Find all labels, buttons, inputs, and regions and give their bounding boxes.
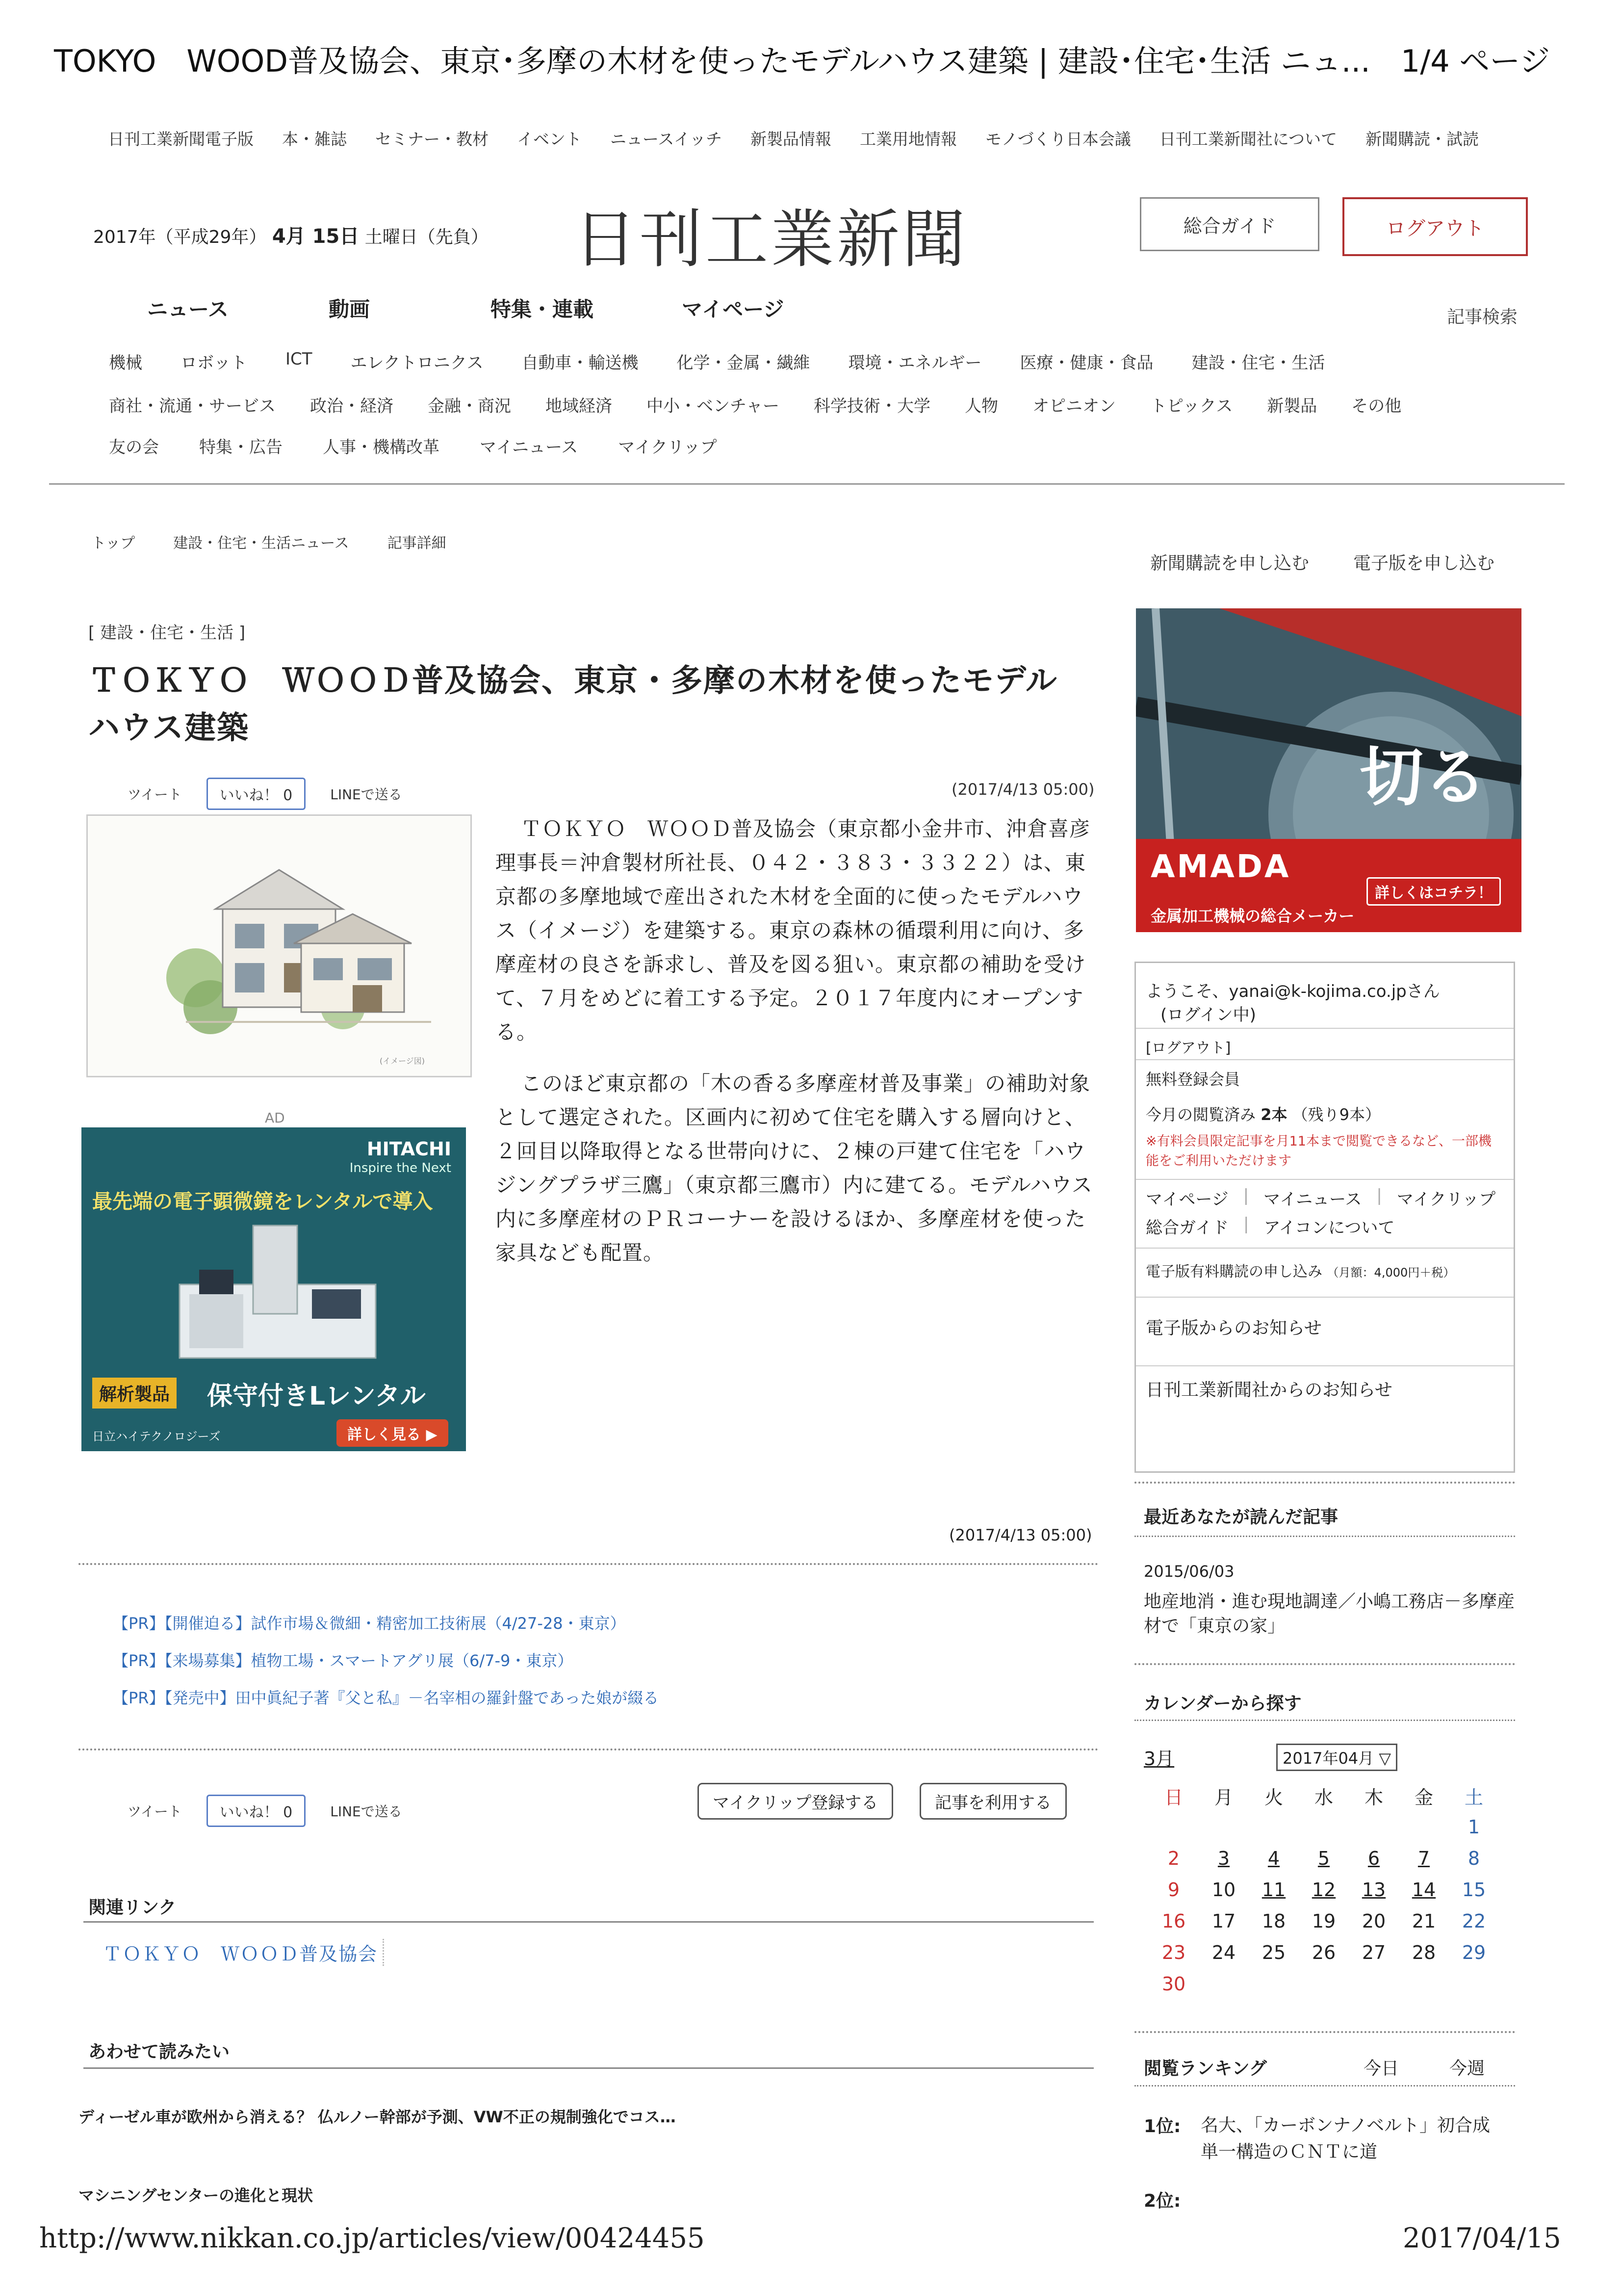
digital-news-link[interactable]: 電子版からのお知らせ [1146, 1318, 1322, 1338]
category-link[interactable]: 特集・広告 [199, 438, 283, 457]
hitachi-tagline: Inspire the Next [349, 1161, 451, 1175]
calendar-empty [1399, 1968, 1449, 2000]
calendar-day[interactable]: 13 [1362, 1879, 1386, 1901]
pr-link-2[interactable]: 【PR】【来場募集】植物工場・スマートアグリ展（6/7-9・東京） [113, 1651, 573, 1670]
calendar-weekday: 月 [1214, 1786, 1233, 1808]
date-suffix: 土曜日（先負） [364, 227, 489, 247]
top-nav [108, 127, 1479, 150]
nav-features[interactable]: 特集・連載 [490, 297, 594, 321]
date-month-day: 4月 15日 [272, 225, 360, 248]
calendar-day[interactable]: 4 [1267, 1848, 1280, 1869]
digital-subscribe-label: 電子版有料購読の申し込み [1146, 1263, 1322, 1280]
subscribe-digital-link[interactable]: 電子版を申し込む [1353, 553, 1495, 574]
digital-subscribe-price: （月額：4,000円＋税） [1327, 1266, 1455, 1279]
category-link[interactable]: 金融・商況 [428, 396, 511, 416]
ad-label: AD [265, 1110, 285, 1126]
chevron-down-icon: ▽ [1379, 1749, 1391, 1768]
logout-button[interactable]: ログアウト [1342, 197, 1528, 256]
calendar-selected: 2017年04月 [1283, 1749, 1374, 1768]
member-link-icons[interactable]: アイコンについて [1263, 1218, 1395, 1238]
line-share-button-bottom[interactable]: LINEで送る [330, 1803, 402, 1820]
myclip-register-button[interactable]: マイクリップ登録する [697, 1783, 893, 1820]
hitachi-company: 日立ハイテクノロジーズ [92, 1430, 221, 1443]
category-link[interactable]: 建設・住宅・生活 [1191, 353, 1325, 373]
calendar-day: 15 [1462, 1879, 1486, 1901]
top-nav-item[interactable]: 日刊工業新聞電子版 [108, 130, 254, 149]
like-button-bottom[interactable]: いいね！ 0 [206, 1795, 306, 1827]
calendar-empty [1399, 1811, 1449, 1843]
category-link[interactable]: エレクトロニクス [350, 353, 484, 373]
calendar-prev-month[interactable]: 3月 [1144, 1748, 1175, 1770]
calendar-weekday: 金 [1414, 1786, 1433, 1808]
subscribe-paper-link[interactable]: 新聞購読を申し込む [1150, 553, 1310, 574]
category-link[interactable]: 人事・機構改革 [323, 438, 439, 457]
calendar-grid [1149, 1780, 1499, 2000]
article-date: (2017/4/13 05:00) [952, 780, 1095, 799]
member-links-row2: 総合ガイド | アイコンについて [1146, 1214, 1395, 1238]
category-link[interactable]: マイクリップ [618, 438, 717, 457]
main-nav [147, 293, 829, 323]
category-link[interactable]: ICT [285, 349, 312, 369]
calendar-empty [1349, 1968, 1399, 2000]
related-heading: 関連リンク [88, 1898, 177, 1918]
related-link[interactable]: ＴＯＫＹＯ ＷＯＯＤ普及協会 [103, 1939, 384, 1966]
house-illustration [88, 816, 470, 1076]
read-also-heading: あわせて読みたい [88, 2042, 230, 2062]
amada-logo: AMADA [1151, 849, 1291, 885]
line-share-button[interactable]: LINEで送る [330, 786, 402, 803]
print-header: TOKYO WOOD普及協会、東京･多摩の木材を使ったモデルハウス建築 | 建設･住宅･生活 ニュ... 1/4 ページ [54, 43, 1550, 79]
calendar-day: 19 [1312, 1910, 1336, 1932]
views-count [1146, 1102, 1381, 1125]
calendar-day[interactable]: 6 [1367, 1848, 1380, 1869]
hitachi-brand: HITACHI [366, 1138, 451, 1160]
use-article-button[interactable]: 記事を利用する [920, 1783, 1067, 1820]
calendar-day: 27 [1362, 1942, 1386, 1963]
calendar-empty [1449, 1968, 1499, 2000]
article-image [86, 814, 472, 1077]
calendar-weekday: 日 [1164, 1786, 1183, 1808]
breadcrumb-current: 記事詳細 [387, 535, 446, 552]
amada-cta[interactable]: 詳しくはコチラ！ [1366, 877, 1501, 906]
article-date-bottom: (2017/4/13 05:00) [949, 1526, 1092, 1544]
article-title: ＴＯＫＹＯ ＷＯＯＤ普及協会、東京・多摩の木材を使ったモデルハウス建築 [88, 663, 1058, 746]
calendar-day: 17 [1211, 1910, 1236, 1932]
amada-tagline: 金属加工機械の総合メーカー [1151, 907, 1355, 925]
top-nav-item[interactable]: セミナー・教材 [375, 130, 489, 149]
nav-news[interactable]: ニュース [147, 297, 229, 321]
views-remaining: （残り9本） [1292, 1105, 1381, 1124]
calendar-month-select[interactable] [1276, 1744, 1397, 1771]
calendar-day[interactable]: 14 [1412, 1879, 1436, 1901]
category-link[interactable]: 化学・金属・繊維 [676, 353, 810, 373]
welcome-text: ようこそ、yanai@k-kojima.co.jpさん [1146, 982, 1440, 1001]
amada-kanji: 切る [1359, 739, 1487, 814]
calendar-heading: カレンダーから探す [1144, 1694, 1302, 1714]
category-link[interactable]: ロボット [180, 353, 247, 373]
calendar-empty [1199, 1811, 1249, 1843]
calendar-day: 24 [1211, 1942, 1236, 1963]
calendar-day: 8 [1468, 1848, 1480, 1869]
calendar-empty [1199, 1968, 1249, 2000]
member-link-myclip[interactable]: マイクリップ [1396, 1190, 1496, 1209]
calendar-day: 16 [1161, 1910, 1186, 1932]
member-links-row1: マイページ | マイニュース | マイクリップ [1146, 1186, 1496, 1209]
site-logo[interactable]: 日刊工業新聞 [574, 203, 969, 276]
calendar-day: 30 [1161, 1973, 1186, 1995]
breadcrumb-category[interactable]: 建設・住宅・生活ニュース [173, 535, 349, 552]
digital-subscribe-link[interactable] [1146, 1259, 1455, 1281]
member-box [1134, 962, 1515, 1473]
category-link[interactable]: 人物 [964, 396, 998, 416]
category-link[interactable]: 医療・健康・食品 [1020, 353, 1154, 373]
ranking-item-1[interactable]: 名大、「カーボンナノベルト」初合成 単一構造のＣＮＴに道 [1201, 2115, 1508, 2162]
calendar-day: 23 [1161, 1942, 1186, 1963]
calendar-empty [1299, 1968, 1349, 2000]
breadcrumb-top[interactable]: トップ [91, 535, 135, 552]
category-link[interactable]: 地域経済 [545, 396, 612, 416]
print-footer-date: 2017/04/15 [1403, 2222, 1561, 2254]
top-nav-item[interactable]: イベント [517, 130, 582, 149]
category-link[interactable]: 自動車・輸送機 [521, 353, 639, 373]
hitachi-ad-banner[interactable] [81, 1127, 466, 1451]
recent-article-link[interactable]: 地産地消・進む現地調達／小嶋工務店－多摩産材で「東京の家」 [1144, 1592, 1515, 1636]
article-search-link[interactable]: 記事検索 [1447, 307, 1518, 327]
top-nav-item[interactable]: 工業用地情報 [860, 130, 957, 149]
calendar-day: 22 [1462, 1910, 1486, 1932]
member-logout-link[interactable]: [ログアウト] [1146, 1040, 1231, 1057]
print-footer-url: http://www.nikkan.co.jp/articles/view/00424455 [39, 2222, 705, 2254]
read-also-item-2[interactable]: マシニングセンターの進化と現状 [78, 2186, 313, 2205]
member-link-mynews[interactable]: マイニュース [1263, 1190, 1362, 1209]
calendar-weekday: 火 [1264, 1786, 1283, 1808]
category-link[interactable]: オピニオン [1032, 396, 1116, 416]
subscribe-links [1150, 549, 1494, 574]
masthead-date [93, 221, 489, 249]
hitachi-cta[interactable]: 詳しく見る ▶ [336, 1419, 448, 1447]
calendar-empty [1299, 1811, 1349, 1843]
top-nav-item[interactable]: 新聞購読・試読 [1365, 130, 1479, 149]
ranking-tab-week[interactable]: 今週 [1449, 2059, 1485, 2079]
header-divider [49, 483, 1565, 485]
ranking-rank-2: 2位: [1144, 2191, 1181, 2211]
calendar-day[interactable]: 7 [1417, 1848, 1430, 1869]
pr-link-3[interactable]: 【PR】【発売中】田中眞紀子著『父と私』－名宰相の羅針盤であった娘が綴る [113, 1689, 659, 1707]
ranking-heading: 閲覧ランキング [1144, 2059, 1267, 2079]
microscope-image [170, 1221, 386, 1368]
nav-mypage[interactable]: マイページ [682, 297, 784, 321]
calendar-empty [1349, 1811, 1399, 1843]
top-nav-item[interactable]: ニュースイッチ [610, 130, 722, 149]
calendar-day: 9 [1167, 1879, 1180, 1901]
breadcrumb [91, 531, 446, 552]
like-button[interactable]: いいね！ 0 [206, 778, 306, 810]
hitachi-headline: 最先端の電子顕微鏡をレンタルで導入 [92, 1190, 433, 1213]
category-row-1 [109, 349, 1325, 373]
nav-video[interactable]: 動画 [329, 297, 370, 321]
ranking-rank-1: 1位: [1144, 2116, 1181, 2137]
calendar-day: 1 [1468, 1816, 1480, 1838]
tweet-button-bottom[interactable]: ツイート [128, 1803, 182, 1820]
calendar-day: 2 [1167, 1848, 1180, 1869]
calendar-day: 10 [1211, 1879, 1236, 1901]
top-nav-item[interactable]: 日刊工業新聞社について [1159, 130, 1338, 149]
category-row-3 [109, 434, 717, 458]
calendar-day: 20 [1362, 1910, 1386, 1932]
category-link[interactable]: その他 [1351, 396, 1402, 416]
category-link[interactable]: 環境・エネルギー [848, 353, 982, 373]
top-nav-item[interactable]: 本・雑誌 [282, 130, 347, 149]
calendar-day[interactable]: 3 [1217, 1848, 1230, 1869]
member-notice: ※有料会員限定記事を月11本まで閲覧できるなど、一部機能をご利用いただけます [1146, 1134, 1492, 1169]
tweet-button[interactable]: ツイート [128, 786, 182, 803]
views-prefix: 今月の閲覧済み [1146, 1105, 1256, 1124]
category-link[interactable]: マイニュース [480, 438, 578, 457]
category-link[interactable]: 新製品 [1267, 396, 1317, 416]
login-status: (ログイン中) [1160, 1005, 1256, 1025]
calendar-day: 29 [1462, 1942, 1486, 1963]
calendar-empty [1149, 1811, 1199, 1843]
share-row-top [128, 778, 402, 810]
share-row-bottom [128, 1795, 402, 1827]
calendar-day[interactable]: 11 [1262, 1879, 1286, 1901]
category-link[interactable]: 政治・経済 [310, 396, 393, 416]
calendar-empty [1249, 1968, 1299, 2000]
company-news-link[interactable]: 日刊工業新聞社からのお知らせ [1146, 1380, 1392, 1400]
article-paragraph-1: ＴＯＫＹＯ ＷＯＯＤ普及協会（東京都小金井市、沖倉喜彦理事長＝沖倉製材所社長、０４２・３８３・３３２２）は、東京都の多摩地域で産出された木材を全面的に使ったモデルハウス（イメージ）を建築する。東京の森林の循環利用に向け、多摩産材の良さを訴求し、普及を図る狙い。東京都の補助を受けて、７月をめどに着工する予定。２０１７年度内にオープンする。 [495, 817, 1091, 1044]
category-row-2 [109, 392, 1401, 417]
category-link[interactable]: 商社・流通・サービス [109, 396, 276, 416]
image-caption: (イメージ図) [380, 1056, 425, 1066]
hitachi-offer: 保守付きLレンタル [207, 1382, 426, 1411]
ranking-tab-today[interactable]: 今日 [1364, 2059, 1399, 2079]
article-paragraph-2: このほど東京都の「木の香る多摩産材普及事業」の補助対象として選定された。区画内に初めて住宅を購入する層向けと、２回目以降取得となる世帯向けに、２棟の戸建て住宅を「ハウジングプラザ三鷹」（東京都三鷹市）内に建てる。モデルハウス内に多摩産材のＰＲコーナーを設けるほか、多摩産材を使った家具なども配置。 [495, 1071, 1093, 1265]
top-nav-item[interactable]: モノづくり日本会議 [985, 130, 1131, 149]
category-link[interactable]: 中小・ベンチャー [646, 396, 779, 416]
category-link[interactable]: 機械 [109, 353, 142, 373]
member-link-guide[interactable]: 総合ガイド [1146, 1218, 1229, 1238]
calendar-day: 18 [1262, 1910, 1286, 1932]
calendar-day[interactable]: 5 [1317, 1848, 1330, 1869]
calendar-day: 25 [1262, 1942, 1286, 1963]
read-also-item-1[interactable]: ディーゼル車が欧州から消える？ 仏ルノー幹部が予測、VW不正の規制強化でコス… [78, 2108, 676, 2126]
guide-button[interactable]: 総合ガイド [1140, 197, 1319, 251]
calendar-weekday: 土 [1464, 1786, 1483, 1808]
article-category: [ 建設・住宅・生活 ] [88, 623, 246, 643]
calendar-day[interactable]: 12 [1312, 1879, 1336, 1901]
calendar-day: 21 [1412, 1910, 1436, 1932]
recent-date: 2015/06/03 [1144, 1562, 1235, 1581]
member-link-mypage[interactable]: マイページ [1146, 1190, 1229, 1209]
category-link[interactable]: トピックス [1150, 396, 1233, 416]
article-body [495, 812, 1099, 1287]
category-link[interactable]: 友の会 [109, 438, 159, 457]
hitachi-badge: 解析製品 [92, 1378, 177, 1409]
calendar-day: 28 [1412, 1942, 1436, 1963]
views-number: 2本 [1261, 1105, 1287, 1124]
recent-heading: 最近あなたが読んだ記事 [1144, 1507, 1339, 1527]
calendar-weekday: 水 [1314, 1786, 1333, 1808]
amada-ad-banner[interactable] [1136, 608, 1521, 932]
pr-link-1[interactable]: 【PR】【開催迫る】試作市場＆微細・精密加工技術展（4/27-28・東京） [113, 1614, 626, 1633]
calendar-day: 26 [1312, 1942, 1336, 1963]
calendar-empty [1249, 1811, 1299, 1843]
member-type: 無料登録会員 [1146, 1070, 1240, 1089]
category-link[interactable]: 科学技術・大学 [813, 396, 930, 416]
top-nav-item[interactable]: 新製品情報 [750, 130, 832, 149]
calendar-weekday: 木 [1364, 1786, 1383, 1808]
date-prefix: 2017年（平成29年） [93, 227, 267, 247]
